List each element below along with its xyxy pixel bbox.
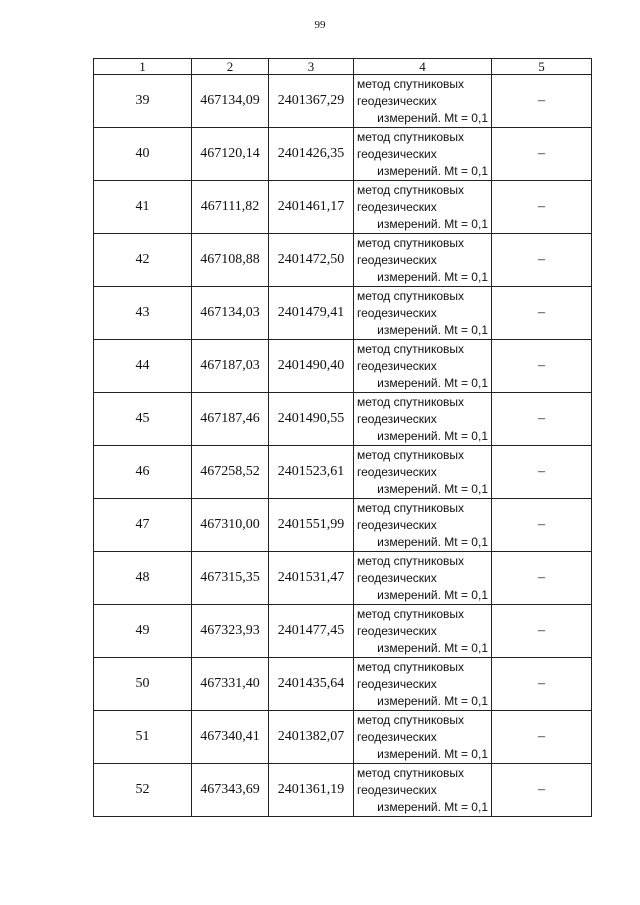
- method-line: геодезических: [357, 676, 437, 691]
- method-line: метод спутниковых: [357, 182, 465, 197]
- y-coordinate-cell: 2401479,41: [269, 287, 354, 340]
- point-number-cell: 52: [94, 764, 192, 817]
- method-cell: [354, 128, 492, 181]
- x-coordinate-cell: 467187,03: [192, 340, 269, 393]
- method-line: геодезических: [357, 517, 437, 532]
- method-line: геодезических: [357, 782, 437, 797]
- method-line: измерений. Mt = 0,1: [377, 110, 488, 125]
- method-line: геодезических: [357, 305, 437, 320]
- method-line: измерений. Mt = 0,1: [377, 587, 488, 602]
- header-cell-2: 2: [192, 59, 269, 75]
- y-coordinate-cell: 2401531,47: [269, 552, 354, 605]
- method-line: метод спутниковых: [357, 288, 465, 303]
- point-number-cell: 42: [94, 234, 192, 287]
- point-number-cell: 43: [94, 287, 192, 340]
- x-coordinate-cell: 467340,41: [192, 711, 269, 764]
- table-row: [94, 181, 592, 234]
- header-cell-4: 4: [354, 59, 492, 75]
- method-line: измерений. Mt = 0,1: [377, 269, 488, 284]
- x-coordinate-cell: 467258,52: [192, 446, 269, 499]
- coordinates-table: [93, 58, 592, 817]
- y-coordinate-cell: 2401435,64: [269, 658, 354, 711]
- method-cell: [354, 552, 492, 605]
- method-cell: [354, 605, 492, 658]
- column-5-cell: –: [492, 499, 592, 552]
- column-5-cell: –: [492, 287, 592, 340]
- method-cell: [354, 234, 492, 287]
- point-number-cell: 47: [94, 499, 192, 552]
- x-coordinate-cell: 467323,93: [192, 605, 269, 658]
- column-5-cell: –: [492, 128, 592, 181]
- table-row: [94, 393, 592, 446]
- table-row: [94, 711, 592, 764]
- x-coordinate-cell: 467111,82: [192, 181, 269, 234]
- method-line: метод спутниковых: [357, 765, 465, 780]
- method-line: метод спутниковых: [357, 341, 465, 356]
- point-number-cell: 40: [94, 128, 192, 181]
- method-line: геодезических: [357, 93, 437, 108]
- table-row: [94, 75, 592, 128]
- column-5-cell: –: [492, 711, 592, 764]
- point-number-cell: 48: [94, 552, 192, 605]
- table-row: [94, 605, 592, 658]
- x-coordinate-cell: 467108,88: [192, 234, 269, 287]
- method-cell: [354, 711, 492, 764]
- point-number-cell: 49: [94, 605, 192, 658]
- method-line: геодезических: [357, 464, 437, 479]
- method-cell: [354, 499, 492, 552]
- point-number-cell: 44: [94, 340, 192, 393]
- y-coordinate-cell: 2401426,35: [269, 128, 354, 181]
- method-line: метод спутниковых: [357, 129, 465, 144]
- x-coordinate-cell: 467120,14: [192, 128, 269, 181]
- point-number-cell: 39: [94, 75, 192, 128]
- table-row: [94, 499, 592, 552]
- method-line: измерений. Mt = 0,1: [377, 322, 488, 337]
- table-row: [94, 658, 592, 711]
- column-5-cell: –: [492, 605, 592, 658]
- method-line: метод спутниковых: [357, 447, 465, 462]
- column-5-cell: –: [492, 340, 592, 393]
- method-line: метод спутниковых: [357, 553, 465, 568]
- y-coordinate-cell: 2401367,29: [269, 75, 354, 128]
- method-line: метод спутниковых: [357, 500, 465, 515]
- method-line: геодезических: [357, 411, 437, 426]
- header-row: [94, 59, 592, 75]
- point-number-cell: 45: [94, 393, 192, 446]
- header-cell-1: 1: [94, 59, 192, 75]
- method-line: метод спутниковых: [357, 712, 465, 727]
- method-line: метод спутниковых: [357, 76, 465, 91]
- y-coordinate-cell: 2401461,17: [269, 181, 354, 234]
- table-row: [94, 764, 592, 817]
- y-coordinate-cell: 2401490,55: [269, 393, 354, 446]
- table-row: [94, 287, 592, 340]
- y-coordinate-cell: 2401523,61: [269, 446, 354, 499]
- method-cell: [354, 764, 492, 817]
- method-line: измерений. Mt = 0,1: [377, 428, 488, 443]
- point-number-cell: 46: [94, 446, 192, 499]
- method-line: геодезических: [357, 623, 437, 638]
- method-cell: [354, 181, 492, 234]
- method-line: геодезических: [357, 358, 437, 373]
- y-coordinate-cell: 2401361,19: [269, 764, 354, 817]
- method-line: измерений. Mt = 0,1: [377, 799, 488, 814]
- column-5-cell: –: [492, 552, 592, 605]
- method-cell: [354, 393, 492, 446]
- x-coordinate-cell: 467134,09: [192, 75, 269, 128]
- column-5-cell: –: [492, 658, 592, 711]
- page-number: 99: [314, 19, 326, 31]
- table-body: [94, 75, 592, 817]
- column-5-cell: –: [492, 181, 592, 234]
- table-row: [94, 128, 592, 181]
- column-5-cell: –: [492, 446, 592, 499]
- header-cell-5: 5: [492, 59, 592, 75]
- method-line: измерений. Mt = 0,1: [377, 746, 488, 761]
- y-coordinate-cell: 2401382,07: [269, 711, 354, 764]
- x-coordinate-cell: 467331,40: [192, 658, 269, 711]
- x-coordinate-cell: 467134,03: [192, 287, 269, 340]
- method-line: измерений. Mt = 0,1: [377, 216, 488, 231]
- x-coordinate-cell: 467187,46: [192, 393, 269, 446]
- point-number-cell: 51: [94, 711, 192, 764]
- method-line: измерений. Mt = 0,1: [377, 640, 488, 655]
- method-cell: [354, 658, 492, 711]
- table-row: [94, 340, 592, 393]
- method-line: измерений. Mt = 0,1: [377, 534, 488, 549]
- column-5-cell: –: [492, 764, 592, 817]
- table-header: [94, 59, 592, 75]
- method-line: измерений. Mt = 0,1: [377, 375, 488, 390]
- y-coordinate-cell: 2401472,50: [269, 234, 354, 287]
- method-cell: [354, 446, 492, 499]
- method-line: метод спутниковых: [357, 606, 465, 621]
- x-coordinate-cell: 467315,35: [192, 552, 269, 605]
- method-line: геодезических: [357, 252, 437, 267]
- y-coordinate-cell: 2401551,99: [269, 499, 354, 552]
- method-line: измерений. Mt = 0,1: [377, 163, 488, 178]
- x-coordinate-cell: 467343,69: [192, 764, 269, 817]
- header-cell-3: 3: [269, 59, 354, 75]
- method-line: геодезических: [357, 146, 437, 161]
- method-line: геодезических: [357, 570, 437, 585]
- method-line: геодезических: [357, 199, 437, 214]
- x-coordinate-cell: 467310,00: [192, 499, 269, 552]
- method-line: метод спутниковых: [357, 659, 465, 674]
- method-line: измерений. Mt = 0,1: [377, 481, 488, 496]
- column-5-cell: –: [492, 234, 592, 287]
- method-line: метод спутниковых: [357, 235, 465, 250]
- method-line: геодезических: [357, 729, 437, 744]
- table-row: [94, 234, 592, 287]
- method-cell: [354, 287, 492, 340]
- method-line: измерений. Mt = 0,1: [377, 693, 488, 708]
- y-coordinate-cell: 2401477,45: [269, 605, 354, 658]
- table-row: [94, 446, 592, 499]
- table-row: [94, 552, 592, 605]
- method-cell: [354, 75, 492, 128]
- y-coordinate-cell: 2401490,40: [269, 340, 354, 393]
- point-number-cell: 50: [94, 658, 192, 711]
- method-cell: [354, 340, 492, 393]
- column-5-cell: –: [492, 75, 592, 128]
- point-number-cell: 41: [94, 181, 192, 234]
- method-line: метод спутниковых: [357, 394, 465, 409]
- column-5-cell: –: [492, 393, 592, 446]
